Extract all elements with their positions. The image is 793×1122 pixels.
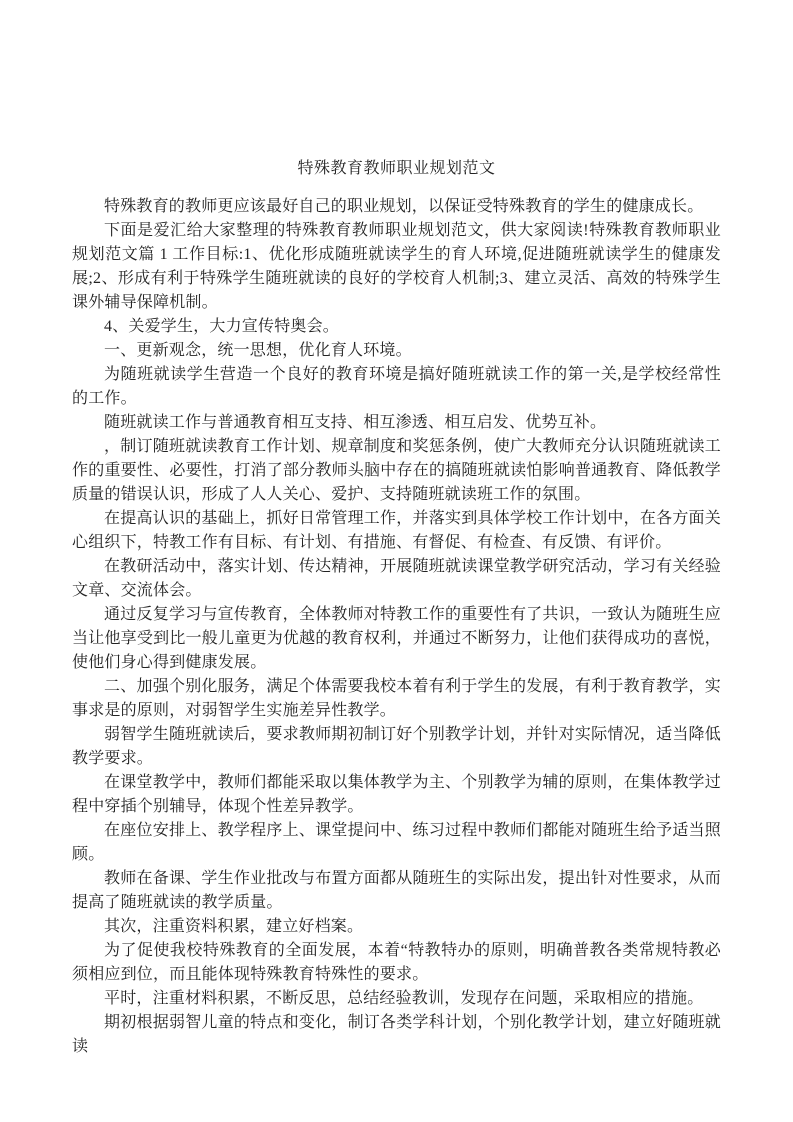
paragraph: 平时，注重材料积累，不断反思，总结经验教训，发现存在问题，采取相应的措施。 bbox=[104, 990, 704, 1007]
paragraph: 为了促使我校特殊教育的全面发展，本着“特教特办的原则，明确普教各类常规特教必须相应到位，而且能体现特殊教育特殊性的要求。 bbox=[72, 942, 721, 983]
paragraph: 弱智学生随班就读后，要求教师期初制订好个别教学计划，并针对实际情况，适当降低教学要求。 bbox=[72, 726, 721, 767]
paragraph: 下面是爱汇给大家整理的特殊教育教师职业规划范文，供大家阅读!特殊教育教师职业规划范文篇 1 工作目标:1、优化形成随班就读学生的育人环境,促进随班就读学生的健康发展;2、形成有利于特殊学生随班就读的良好的学校育人机制;3、建立灵活、高效的特殊学生课外辅导保障机制。 bbox=[72, 222, 721, 311]
paragraph: 一、更新观念，统一思想，优化育人环境。 bbox=[104, 342, 412, 359]
paragraph: 在座位安排上、教学程序上、课堂提问中、练习过程中教师们都能对随班生给予适当照顾。 bbox=[72, 822, 721, 863]
document-body bbox=[72, 195, 721, 1059]
paragraph: 教师在备课、学生作业批改与布置方面都从随班生的实际出发，提出针对性要求，从而提高了随班就读的教学质量。 bbox=[72, 870, 721, 911]
paragraph: 在课堂教学中，教师们都能采取以集体教学为主、个别教学为辅的原则，在集体教学过程中穿插个别辅导，体现个性差异教学。 bbox=[72, 774, 721, 815]
paragraph: 期初根据弱智儿童的特点和变化，制订各类学科计划，个别化教学计划，建立好随班就读 bbox=[72, 1014, 721, 1055]
paragraph: 在教研活动中，落实计划、传达精神，开展随班就读课堂教学研究活动，学习有关经验文章、交流体会。 bbox=[72, 558, 721, 599]
paragraph: 随班就读工作与普通教育相互支持、相互渗透、相互启发、优势互补。 bbox=[104, 414, 607, 431]
paragraph: ，制订随班就读教育工作计划、规章制度和奖惩条例，使广大教师充分认识随班就读工作的重要性、必要性，打消了部分教师头脑中存在的搞随班就读怕影响普通教育、降低教学质量的错误认识，形成了人人关心、爱护、支持随班就读班工作的氛围。 bbox=[72, 438, 721, 503]
paragraph: 其次，注重资料积累，建立好档案。 bbox=[104, 918, 364, 935]
paragraph: 在提高认识的基础上，抓好日常管理工作，并落实到具体学校工作计划中，在各方面关心组织下，特教工作有目标、有计划、有措施、有督促、有检查、有反馈、有评价。 bbox=[72, 510, 721, 551]
paragraph: 4、关爱学生，大力宣传特奥会。 bbox=[104, 318, 340, 335]
paragraph: 为随班就读学生营造一个良好的教育环境是搞好随班就读工作的第一关,是学校经常性的工作。 bbox=[72, 366, 721, 407]
paragraph: 通过反复学习与宣传教育，全体教师对特教工作的重要性有了共识，一致认为随班生应当让他享受到比一般儿童更为优越的教育权利，并通过不断努力，让他们获得成功的喜悦，使他们身心得到健康发展。 bbox=[72, 606, 721, 671]
paragraph: 二、加强个别化服务，满足个体需要我校本着有利于学生的发展，有利于教育教学，实事求是的原则，对弱智学生实施差异性教学。 bbox=[72, 678, 721, 719]
document-title: 特殊教育教师职业规划范文 bbox=[297, 160, 496, 177]
paragraph: 特殊教育的教师更应该最好自己的职业规划，以保证受特殊教育的学生的健康成长。 bbox=[104, 198, 704, 215]
